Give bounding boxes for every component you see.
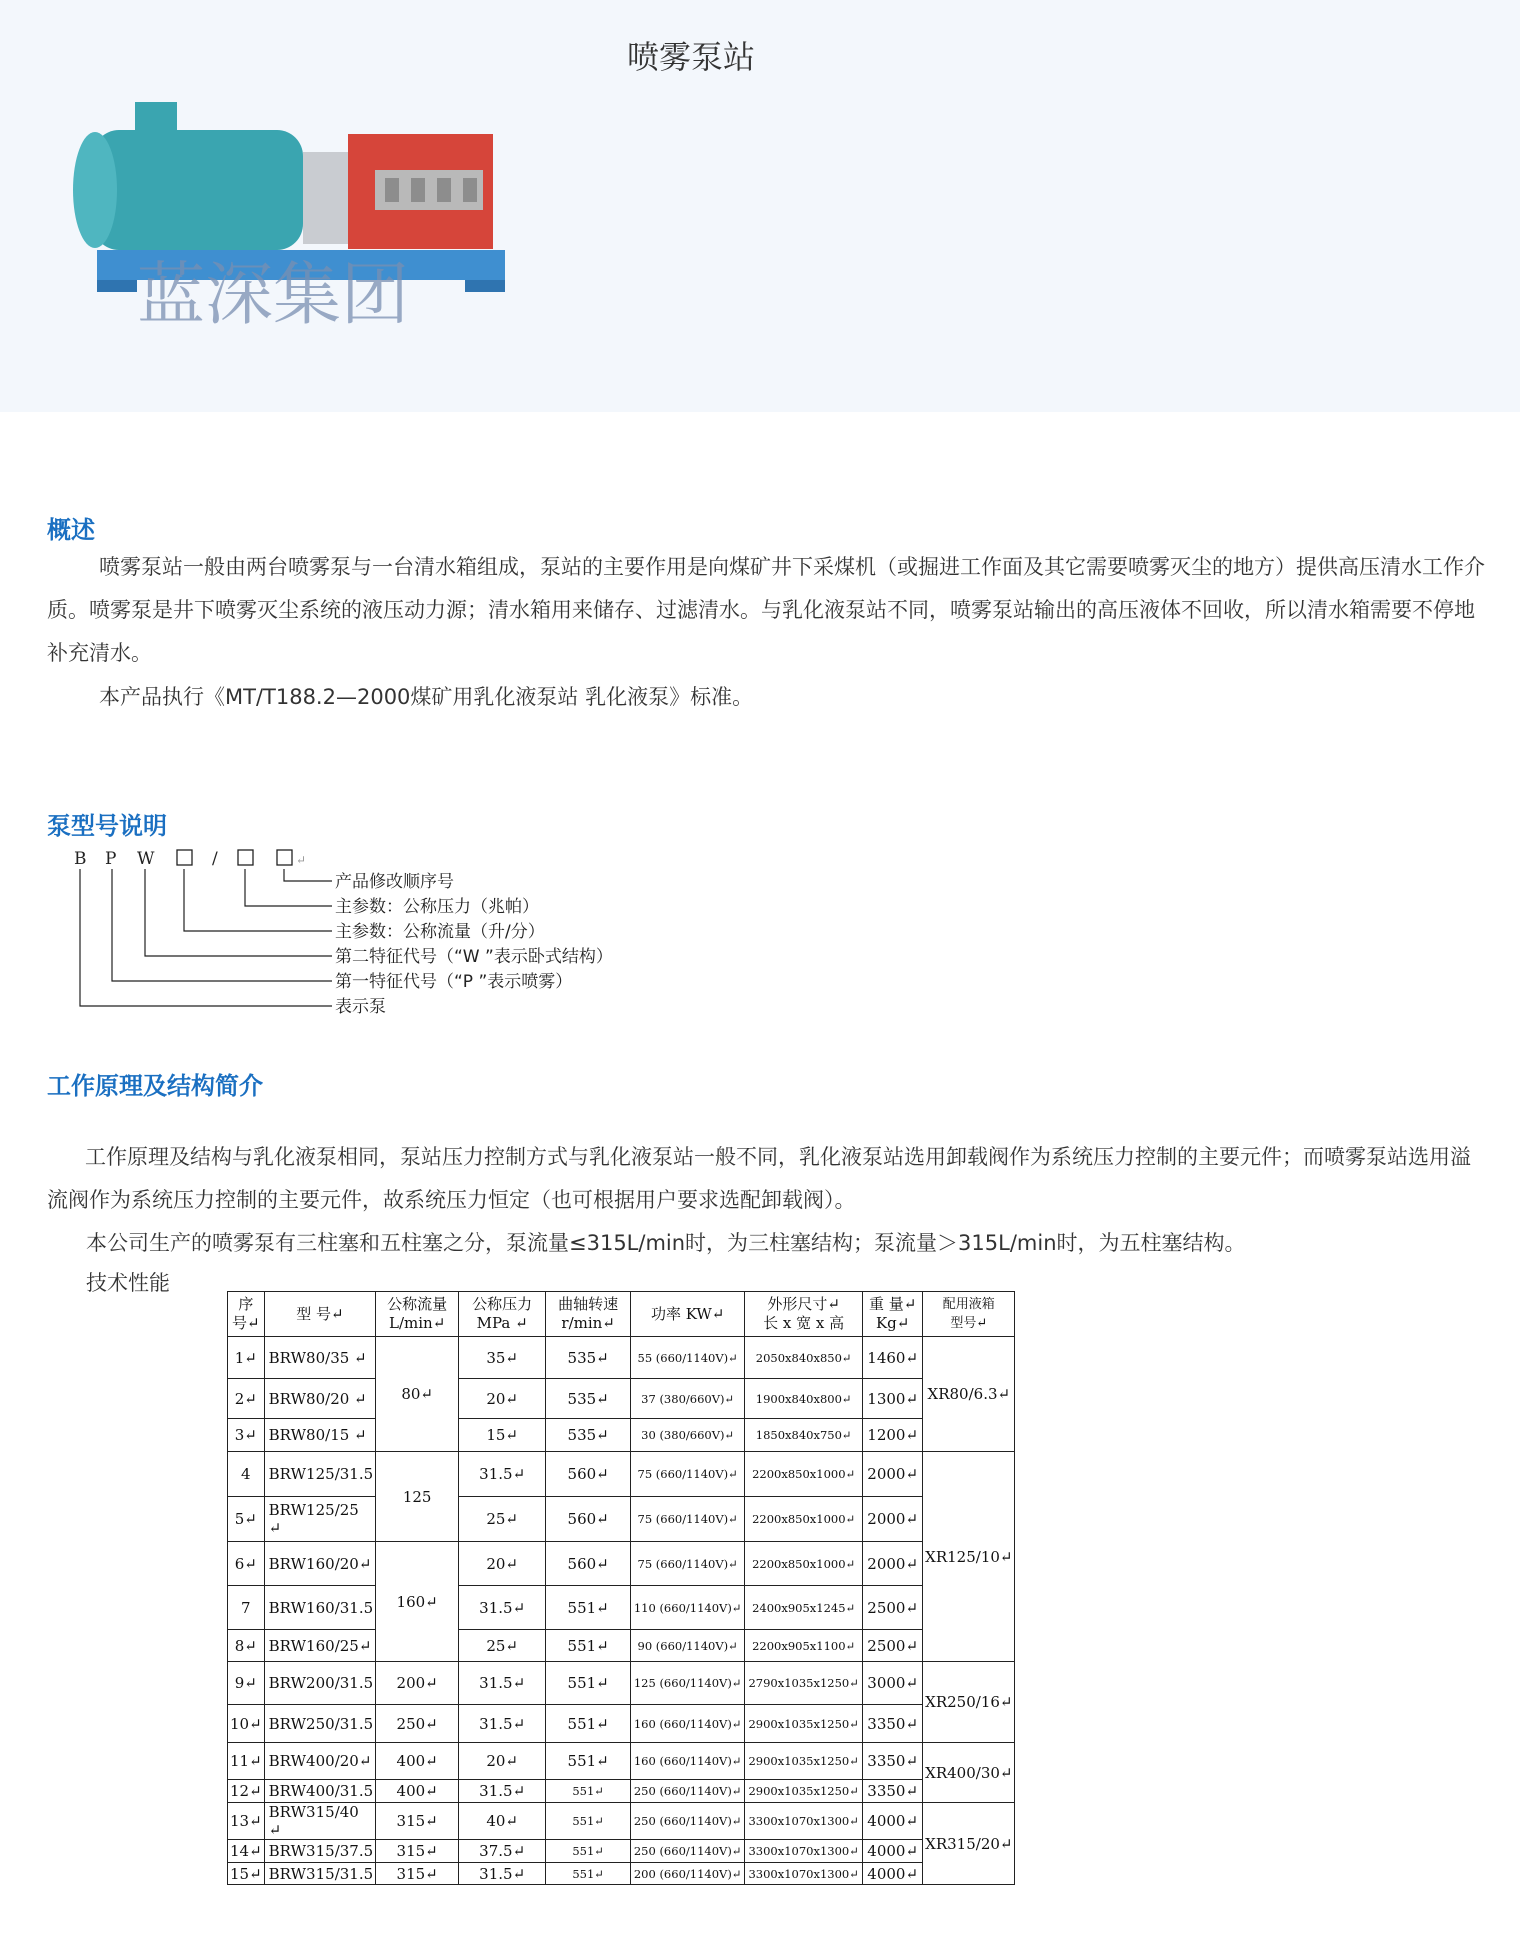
cell-model: BRW160/25↵: [264, 1630, 376, 1662]
cell-weight: 3000↵: [863, 1662, 923, 1705]
junction-box: [135, 102, 177, 130]
code-line-pump: 表示泵: [335, 997, 386, 1017]
cell-weight: 4000↵: [863, 1840, 923, 1863]
cell-no: 2↵: [228, 1379, 265, 1419]
header-power: 功率 KW↵: [631, 1292, 745, 1337]
table-row: [228, 1542, 1015, 1586]
cell-speed: 560↵: [546, 1497, 631, 1542]
header-tank: 配用液箱 型号↵: [923, 1292, 1015, 1337]
code-box-pressure: [238, 850, 253, 865]
cell-dimensions: 2790x1035x1250↵: [745, 1662, 863, 1705]
cell-flow: 200↵: [376, 1662, 459, 1705]
cell-tank: XR400/30↵: [923, 1743, 1015, 1803]
table-row: [228, 1743, 1015, 1780]
cell-no: 10↵: [228, 1705, 265, 1743]
cell-pressure: 25↵: [459, 1630, 546, 1662]
cell-no: 1↵: [228, 1337, 265, 1379]
cell-dimensions: 2200x850x1000↵: [745, 1542, 863, 1586]
cell-no: 3↵: [228, 1419, 265, 1452]
principle-heading: 工作原理及结构简介: [47, 1072, 263, 1100]
cell-model: BRW400/20↵: [264, 1743, 376, 1780]
cell-no: 9↵: [228, 1662, 265, 1705]
spec-table: [227, 1291, 1015, 1885]
cell-power: 75 (660/1140V)↵: [631, 1542, 745, 1586]
code-return-mark: ↵: [296, 853, 307, 867]
cell-no: 14↵: [228, 1840, 265, 1863]
cell-speed: 551↵: [546, 1863, 631, 1885]
cell-tank: XR125/10↵: [923, 1452, 1015, 1662]
cell-weight: 3350↵: [863, 1743, 923, 1780]
cell-model: BRW315/40 ↵: [264, 1803, 376, 1840]
cell-model: BRW80/20 ↵: [264, 1379, 376, 1419]
cell-power: 75 (660/1140V)↵: [631, 1452, 745, 1497]
cell-weight: 2000↵: [863, 1452, 923, 1497]
code-letter-b: B: [74, 849, 87, 869]
cell-weight: 3350↵: [863, 1780, 923, 1803]
cell-pressure: 31.5↵: [459, 1780, 546, 1803]
cell-weight: 4000↵: [863, 1803, 923, 1840]
cell-weight: 2000↵: [863, 1497, 923, 1542]
cell-dimensions: 1850x840x750↵: [745, 1419, 863, 1452]
cell-tank: XR80/6.3↵: [923, 1337, 1015, 1452]
cell-speed: 551↵: [546, 1662, 631, 1705]
cell-speed: 560↵: [546, 1452, 631, 1497]
cell-no: 7: [228, 1586, 265, 1630]
cell-no: 5↵: [228, 1497, 265, 1542]
cell-no: 15↵: [228, 1863, 265, 1885]
overview-paragraph: 喷雾泵站一般由两台喷雾泵与一台清水箱组成，泵站的主要作用是向煤矿井下采煤机（或掘进工作面及其它需要喷雾灭尘的地方）提供高压清水工作介质。喷雾泵是井下喷雾灭尘系统的液压动力源；清水箱用来储存、过滤清水。与乳化液泵站不同，喷雾泵站输出的高压液体不回收，所以清水箱需要不停地补充清水。: [47, 555, 1485, 665]
code-letter-p: P: [105, 849, 117, 869]
cell-power: 160 (660/1140V)↵: [631, 1705, 745, 1743]
code-letter-w: W: [137, 849, 155, 869]
cell-dimensions: 2200x850x1000↵: [745, 1452, 863, 1497]
cell-pressure: 31.5↵: [459, 1863, 546, 1885]
cell-dimensions: 3300x1070x1300↵: [745, 1803, 863, 1840]
cell-model: BRW80/35 ↵: [264, 1337, 376, 1379]
cell-dimensions: 3300x1070x1300↵: [745, 1863, 863, 1885]
header-speed: 曲轴转速 r/min↵: [546, 1292, 631, 1337]
cell-no: 4: [228, 1452, 265, 1497]
cell-no: 11↵: [228, 1743, 265, 1780]
table-row: [228, 1662, 1015, 1705]
cell-model: BRW160/31.5: [264, 1586, 376, 1630]
code-line-first-feature: 第一特征代号（“P ”表示喷雾）: [335, 972, 573, 992]
cell-speed: 560↵: [546, 1542, 631, 1586]
cell-speed: 551↵: [546, 1840, 631, 1863]
cell-model: BRW400/31.5: [264, 1780, 376, 1803]
cell-no: 12↵: [228, 1780, 265, 1803]
code-line-second-feature: 第二特征代号（“W ”表示卧式结构）: [335, 947, 613, 967]
cell-model: BRW160/20↵: [264, 1542, 376, 1586]
cell-weight: 2500↵: [863, 1586, 923, 1630]
cell-tank: XR250/16↵: [923, 1662, 1015, 1743]
table-row: [228, 1419, 1015, 1452]
cell-pressure: 31.5↵: [459, 1662, 546, 1705]
cell-pressure: 20↵: [459, 1379, 546, 1419]
cell-power: 90 (660/1140V)↵: [631, 1630, 745, 1662]
header-weight: 重 量↵ Kg↵: [863, 1292, 923, 1337]
code-box-flow: [177, 850, 192, 865]
cell-flow: 250↵: [376, 1705, 459, 1743]
table-row: [228, 1863, 1015, 1885]
cell-flow: 125: [376, 1452, 459, 1542]
cell-speed: 551↵: [546, 1630, 631, 1662]
code-line-pressure: 主参数：公称压力（兆帕）: [335, 897, 539, 917]
cell-weight: 1200↵: [863, 1419, 923, 1452]
coupling: [303, 152, 348, 244]
cell-speed: 551↵: [546, 1780, 631, 1803]
cell-weight: 1460↵: [863, 1337, 923, 1379]
header-dimensions: 外形尺寸↵ 长 x 宽 x 高: [745, 1292, 863, 1337]
cell-power: 75 (660/1140V)↵: [631, 1497, 745, 1542]
cell-pressure: 37.5↵: [459, 1840, 546, 1863]
table-row: [228, 1803, 1015, 1840]
cell-flow: 400↵: [376, 1780, 459, 1803]
cell-power: 200 (660/1140V)↵: [631, 1863, 745, 1885]
cell-speed: 535↵: [546, 1419, 631, 1452]
cell-no: 6↵: [228, 1542, 265, 1586]
cell-dimensions: 2900x1035x1250↵: [745, 1743, 863, 1780]
table-row: [228, 1452, 1015, 1497]
cell-model: BRW250/31.5: [264, 1705, 376, 1743]
cell-pressure: 31.5↵: [459, 1586, 546, 1630]
model-code-heading: 泵型号说明: [47, 812, 167, 840]
cell-flow: 400↵: [376, 1743, 459, 1780]
cell-power: 125 (660/1140V)↵: [631, 1662, 745, 1705]
cell-flow: 315↵: [376, 1863, 459, 1885]
brand-watermark: 蓝深集团: [137, 256, 410, 332]
cell-model: BRW125/31.5: [264, 1452, 376, 1497]
cell-power: 160 (660/1140V)↵: [631, 1743, 745, 1780]
cell-weight: 2000↵: [863, 1542, 923, 1586]
cell-power: 55 (660/1140V)↵: [631, 1337, 745, 1379]
cell-flow: 315↵: [376, 1803, 459, 1840]
cell-model: BRW200/31.5: [264, 1662, 376, 1705]
cell-weight: 2500↵: [863, 1630, 923, 1662]
cell-dimensions: 2900x1035x1250↵: [745, 1705, 863, 1743]
header-no: 序 号↵: [228, 1292, 265, 1337]
cell-power: 250 (660/1140V)↵: [631, 1803, 745, 1840]
table-row: [228, 1630, 1015, 1662]
header-flow: 公称流量 L/min↵: [376, 1292, 459, 1337]
cell-power: 250 (660/1140V)↵: [631, 1780, 745, 1803]
cell-flow: 160↵: [376, 1542, 459, 1662]
cell-model: BRW315/31.5: [264, 1863, 376, 1885]
cell-dimensions: 2400x905x1245↵: [745, 1586, 863, 1630]
standard-paragraph: 本产品执行《MT/T188.2—2000煤矿用乳化液泵站 乳化液泵》标准。: [99, 685, 754, 709]
cell-pressure: 35↵: [459, 1337, 546, 1379]
code-slash: /: [212, 849, 218, 869]
motor: [93, 130, 303, 250]
cell-speed: 551↵: [546, 1705, 631, 1743]
table-header-row: [228, 1292, 1015, 1337]
cell-model: BRW315/37.5: [264, 1840, 376, 1863]
cell-power: 37 (380/660V)↵: [631, 1379, 745, 1419]
cell-speed: 551↵: [546, 1586, 631, 1630]
table-row: [228, 1705, 1015, 1743]
code-line-flow: 主参数：公称流量（升/分）: [335, 922, 545, 942]
cell-dimensions: 2200x905x1100↵: [745, 1630, 863, 1662]
table-row: [228, 1497, 1015, 1542]
plunger-paragraph: 本公司生产的喷雾泵有三柱塞和五柱塞之分，泵流量≤315L/min时，为三柱塞结构；泵流量＞315L/min时，为五柱塞结构。: [86, 1231, 1246, 1255]
cell-dimensions: 2200x850x1000↵: [745, 1497, 863, 1542]
cell-pressure: 25↵: [459, 1497, 546, 1542]
cell-speed: 551↵: [546, 1803, 631, 1840]
principle-paragraph: 工作原理及结构与乳化液泵相同，泵站压力控制方式与乳化液泵站一般不同，乳化液泵站选用卸载阀作为系统压力控制的主要元件；而喷雾泵站选用溢流阀作为系统压力控制的主要元件，故系统压力恒定（也可根据用户要求选配卸载阀）。: [47, 1145, 1471, 1212]
overview-heading: 概述: [47, 516, 95, 544]
code-box-revision: [277, 850, 292, 865]
cell-tank: XR315/20↵: [923, 1803, 1015, 1885]
cell-flow: 315↵: [376, 1840, 459, 1863]
page-title: 喷雾泵站: [626, 38, 755, 76]
cell-pressure: 31.5↵: [459, 1705, 546, 1743]
cell-model: BRW80/15 ↵: [264, 1419, 376, 1452]
cell-speed: 535↵: [546, 1379, 631, 1419]
spec-label: 技术性能: [86, 1271, 170, 1295]
table-row: [228, 1337, 1015, 1379]
cell-pressure: 15↵: [459, 1419, 546, 1452]
cell-dimensions: 2900x1035x1250↵: [745, 1780, 863, 1803]
cell-flow: 80↵: [376, 1337, 459, 1452]
header-pressure: 公称压力 MPa ↵: [459, 1292, 546, 1337]
cell-pressure: 20↵: [459, 1743, 546, 1780]
cell-dimensions: 3300x1070x1300↵: [745, 1840, 863, 1863]
header-model: 型 号↵: [264, 1292, 376, 1337]
table-row: [228, 1840, 1015, 1863]
cell-weight: 3350↵: [863, 1705, 923, 1743]
cell-power: 250 (660/1140V)↵: [631, 1840, 745, 1863]
cell-weight: 4000↵: [863, 1863, 923, 1885]
cell-speed: 535↵: [546, 1337, 631, 1379]
code-line-revision: 产品修改顺序号: [335, 872, 454, 892]
model-code-diagram: [70, 844, 690, 1024]
cell-dimensions: 2050x840x850↵: [745, 1337, 863, 1379]
hero-banner: [0, 0, 1520, 412]
product-image: [55, 82, 515, 332]
cell-model: BRW125/25 ↵: [264, 1497, 376, 1542]
table-row: [228, 1780, 1015, 1803]
cell-no: 13↵: [228, 1803, 265, 1840]
cell-weight: 1300↵: [863, 1379, 923, 1419]
cell-no: 8↵: [228, 1630, 265, 1662]
table-row: [228, 1379, 1015, 1419]
table-row: [228, 1586, 1015, 1630]
cell-pressure: 31.5↵: [459, 1452, 546, 1497]
cell-power: 110 (660/1140V)↵: [631, 1586, 745, 1630]
cell-power: 30 (380/660V)↵: [631, 1419, 745, 1452]
cell-speed: 551↵: [546, 1743, 631, 1780]
cell-pressure: 20↵: [459, 1542, 546, 1586]
cell-pressure: 40↵: [459, 1803, 546, 1840]
cell-dimensions: 1900x840x800↵: [745, 1379, 863, 1419]
